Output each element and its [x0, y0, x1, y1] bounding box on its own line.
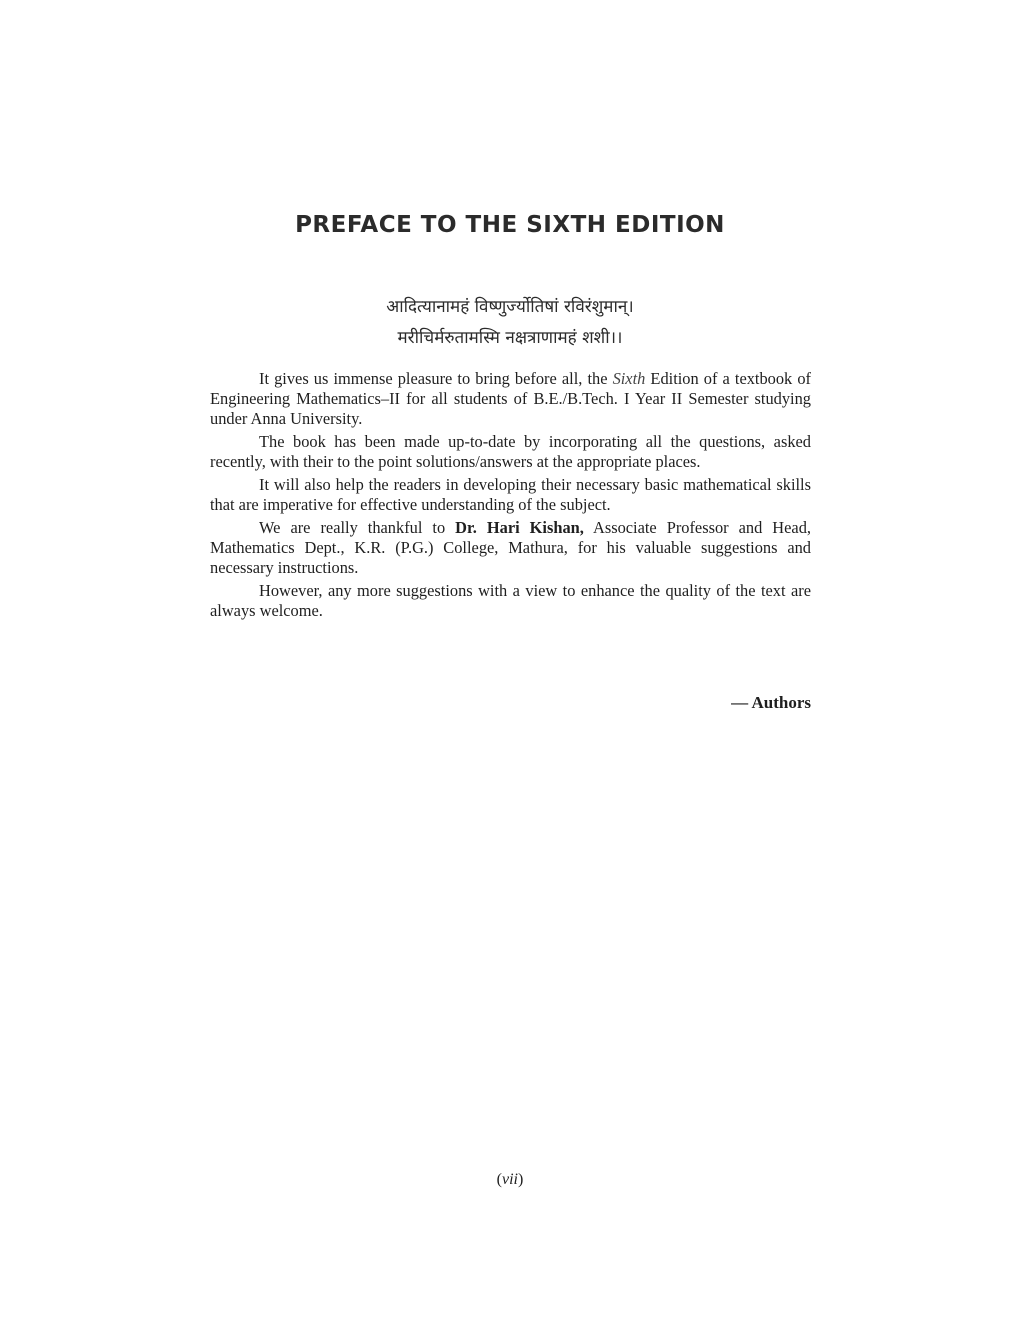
paragraph-1-before: It gives us immense pleasure to bring before all, the	[259, 369, 613, 388]
page-number-close: )	[518, 1171, 524, 1188]
paragraph-2: The book has been made up-to-date by incorporating all the questions, asked recently, with their to the point solutions/answers at the appropriate places.	[210, 432, 811, 471]
paragraph-1-after: Edition of a textbook of Engineering Mathematics–II for all students of B.E./B.Tech. I Year II Semester studying under Anna University.	[210, 369, 811, 428]
paragraph-5: However, any more suggestions with a view to enhance the quality of the text are always welcome.	[210, 581, 811, 620]
paragraph-4	[210, 518, 811, 578]
signature: — Authors	[731, 693, 811, 712]
page-title: PREFACE TO THE SIXTH EDITION	[295, 212, 725, 238]
verse-line-2: मरीचिर्मरुतामस्मि नक्षत्राणामहं शशी।।	[397, 328, 623, 348]
page-number-open: (	[496, 1171, 502, 1188]
paragraph-1	[210, 369, 811, 429]
paragraph-3: It will also help the readers in developing their necessary basic mathematical skills that are imperative for effective understanding of the subject.	[210, 475, 811, 514]
page-number-value: vii	[502, 1171, 518, 1188]
paragraph-4-before: We are really thankful to	[259, 518, 456, 537]
paragraph-4-after: Associate Professor and Head, Mathematics Dept., K.R. (P.G.) College, Mathura, for his valuable suggestions and necessary instructions.	[210, 518, 811, 577]
paragraph-4-bold: Dr. Hari Kishan,	[455, 518, 584, 537]
preface-body	[210, 369, 811, 624]
page-number	[460, 1171, 560, 1189]
verse-line-1: आदित्यानामहं विष्णुर्ज्योतिषां रविरंशुमान्।	[386, 297, 634, 317]
paragraph-1-emphasis: Sixth	[612, 369, 646, 388]
sanskrit-verse	[210, 292, 810, 354]
